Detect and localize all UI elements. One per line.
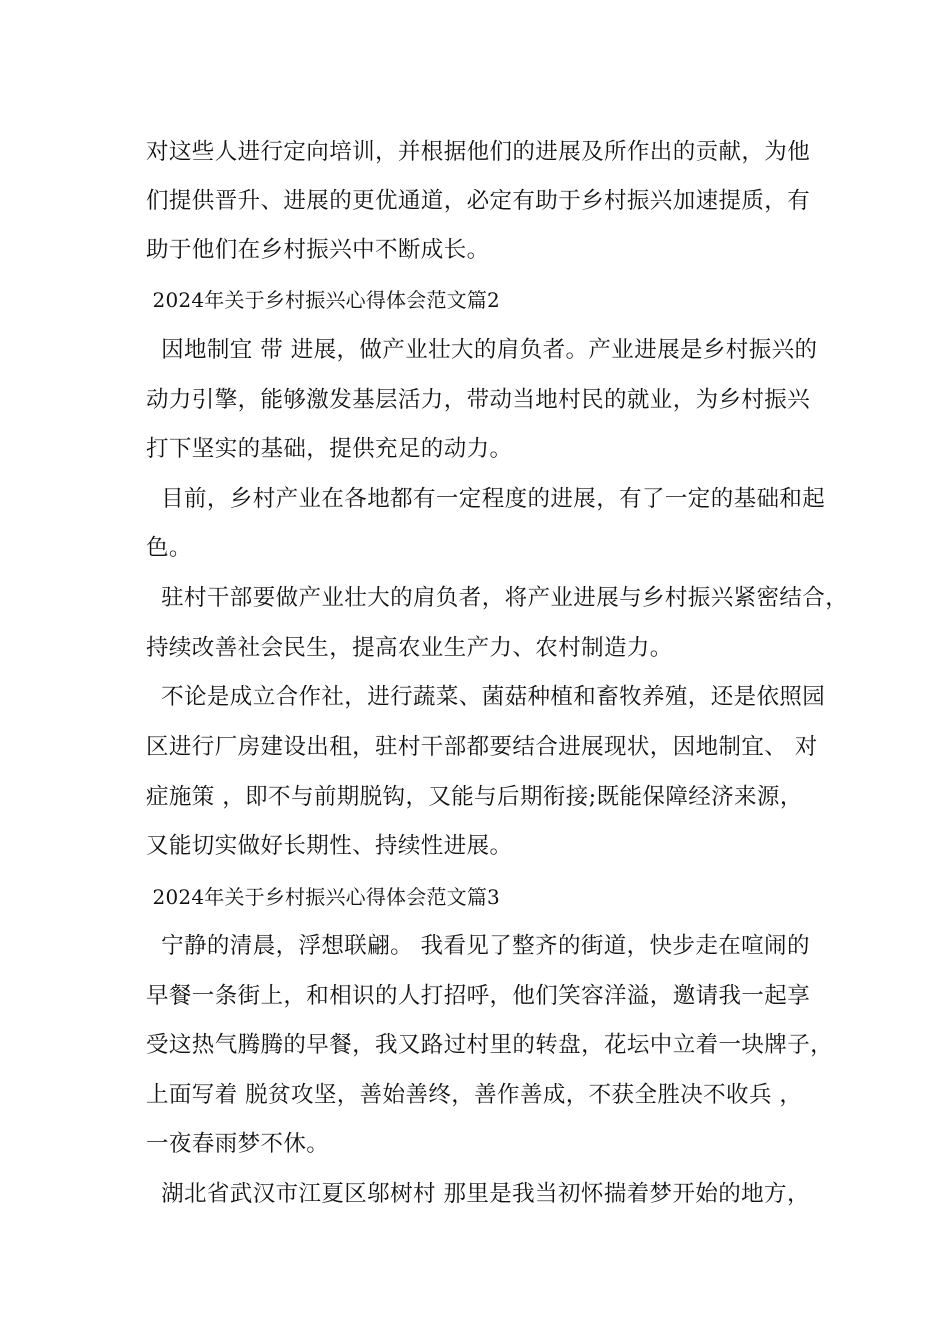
body-text-line: 宁静的清晨，浮想联翩。 我看见了整齐的街道，快步走在喧闹的 — [146, 933, 810, 959]
body-text-line: 持续改善社会民生，提高农业生产力、农村制造力。 — [146, 635, 673, 661]
body-text-line: 因地制宜 带 进展，做产业壮大的肩负者。产业进展是乡村振兴的 — [146, 337, 818, 363]
body-text-line: 又能切实做好长期性、持续性进展。 — [146, 833, 513, 859]
body-text-line: 助于他们在乡村振兴中不断成长。 — [146, 237, 490, 263]
body-text-line: 色。 — [146, 535, 192, 561]
body-text-line: 早餐一条街上，和相识的人打招呼，他们笑容洋溢，邀请我一起享 — [146, 983, 811, 1009]
body-text-line: 上面写着 脱贫攻坚，善始善终，善作善成，不获全胜决不收兵 ， — [146, 1082, 803, 1108]
body-text-line: 一夜春雨梦不休。 — [146, 1131, 330, 1157]
body-text-line: 湖北省武汉市江夏区邬树村 那里是我当初怀揣着梦开始的地方， — [146, 1181, 810, 1207]
body-text-line: 不论是成立合作社，进行蔬菜、菌菇种植和畜牧养殖，还是依照园 — [146, 684, 826, 710]
body-text-line: 症施策 ，即不与前期脱钩，又能与后期衔接;既能保障经济来源， — [146, 784, 803, 810]
section-heading: 2024年关于乡村振兴心得体会范文篇2 — [146, 288, 500, 312]
section-heading: 2024年关于乡村振兴心得体会范文篇3 — [146, 885, 500, 909]
body-text-line: 目前，乡村产业在各地都有一定程度的进展，有了一定的基础和起 — [146, 486, 826, 512]
body-text-line: 区进行厂房建设出租，驻村干部都要结合进展现状，因地制宜、 对 — [146, 734, 818, 760]
body-text-line: 对这些人进行定向培训，并根据他们的进展及所作出的贡献，为他 — [146, 139, 811, 165]
body-text-line: 动力引擎，能够激发基层活力，带动当地村民的就业，为乡村振兴 — [146, 387, 811, 413]
body-text-line: 驻村干部要做产业壮大的肩负者，将产业进展与乡村振兴紧密结合， — [146, 585, 849, 611]
body-text-line: 受这热气腾腾的早餐，我又路过村里的转盘，花坛中立着一块牌子， — [146, 1032, 834, 1058]
body-text-line: 打下坚实的基础，提供充足的动力。 — [146, 436, 513, 462]
body-text-line: 们提供晋升、进展的更优通道，必定有助于乡村振兴加速提质，有 — [146, 188, 811, 214]
